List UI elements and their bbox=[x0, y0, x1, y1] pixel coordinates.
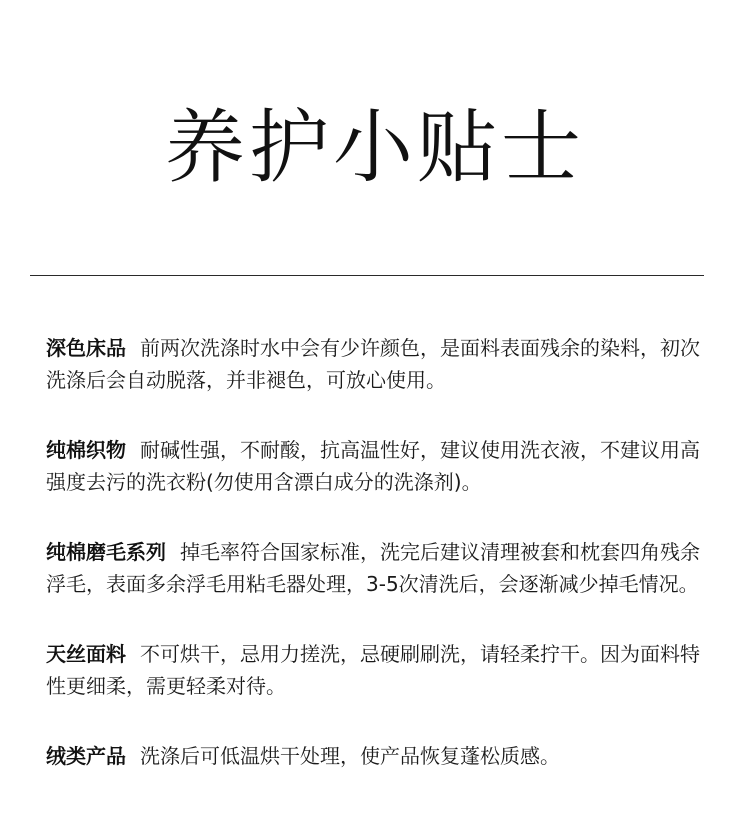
tip-text: 耐碱性强，不耐酸，抗高温性好，建议使用洗衣液，不建议用高强度去污的洗衣粉(勿使用含漂白成分的洗涤剂)。 bbox=[46, 438, 700, 494]
tip-heading: 纯棉织物 bbox=[46, 438, 126, 462]
tip-tencel-fabric bbox=[46, 638, 706, 702]
tip-velvet-products bbox=[46, 740, 706, 772]
page-title: 养护小贴士 bbox=[165, 101, 585, 194]
divider bbox=[30, 275, 704, 276]
tip-text: 不可烘干，忌用力搓洗，忌硬刷刷洗，请轻柔拧干。因为面料特性更细柔，需更轻柔对待。 bbox=[46, 642, 700, 698]
tip-brushed-cotton bbox=[46, 536, 706, 600]
tip-heading: 纯棉磨毛系列 bbox=[46, 540, 166, 564]
tip-heading: 深色床品 bbox=[46, 336, 126, 360]
tip-cotton-fabric bbox=[46, 434, 706, 498]
tip-heading: 绒类产品 bbox=[46, 744, 126, 768]
tip-dark-bedding bbox=[46, 332, 706, 396]
tip-heading: 天丝面料 bbox=[46, 642, 126, 666]
tip-text: 掉毛率符合国家标准，洗完后建议清理被套和枕套四角残余浮毛，表面多余浮毛用粘毛器处理，3-5次清洗后，会逐渐减少掉毛情况。 bbox=[46, 540, 700, 596]
tip-text: 洗涤后可低温烘干处理，使产品恢复蓬松质感。 bbox=[140, 744, 560, 768]
care-tips-list bbox=[46, 332, 706, 772]
tip-text: 前两次洗涤时水中会有少许颜色，是面料表面残余的染料，初次洗涤后会自动脱落，并非褪色，可放心使用。 bbox=[46, 336, 700, 392]
